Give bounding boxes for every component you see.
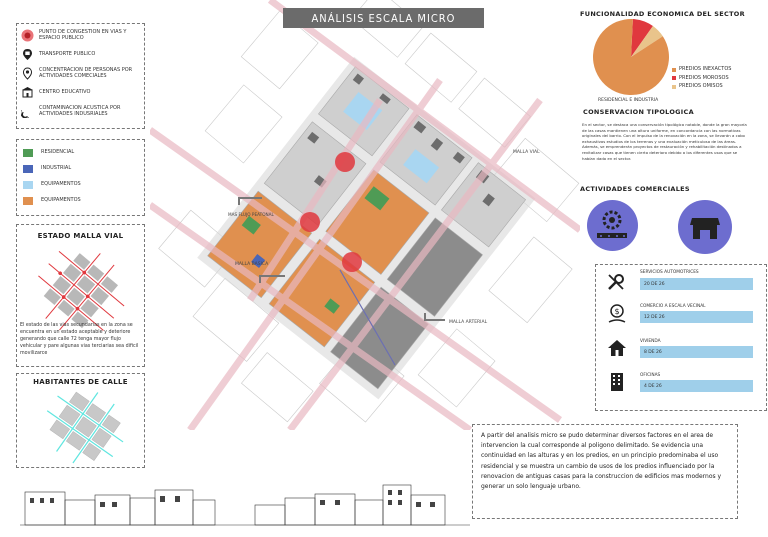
malla-vial-panel [16, 224, 145, 367]
activity-label: SERVICIOS AUTOMOTRICES [640, 270, 699, 275]
habitantes-map [39, 389, 129, 467]
pie-legend [672, 67, 731, 90]
legend-label: CENTRO EDUCATIVO [39, 88, 91, 95]
legend-people [21, 67, 140, 80]
funcionalidad-title: FUNCIONALIDAD ECONOMICA DEL SECTOR [580, 10, 745, 18]
label-mas-flujo: MAS FLUJO PEATONAL [228, 212, 274, 217]
legend-equipamentos-1 [23, 181, 138, 189]
legend-label: RESIDENCIAL [41, 149, 75, 156]
conclusion-panel [472, 424, 738, 519]
conclusion-text: A partir del analisis micro se pudo determinar diversos factores en el area de intervencion la cual corresponde al poligono delimitado. Se evidencia una continuidad en las alturas y en los predios, en un principio predominaba el uso residencial y se muestra un cambio de usos de los predios influenciado por la renovacion de antiguas casas para la construccion de edificios mas modernos y generar un solo lenguaje urbano. [481, 432, 722, 491]
people-pin-icon [21, 67, 34, 80]
label-malla-vial: MALLA VIAL [513, 150, 540, 155]
malla-vial-text: El estado de las vias secundarias en la zona se encuentra en un estado aceptable y deteriore generando que calle 72 tenga mayor flujo vehicular y pare algunas vias terciarias sea dificil movilizarce [20, 323, 139, 356]
school-icon [21, 86, 34, 99]
habitantes-title: HABITANTES DE CALLE [33, 378, 128, 386]
pie-subtitle: RESIDENCIAL E INDUSTRIA [598, 98, 659, 103]
activity-value-bar: 20 DE 26 [640, 278, 753, 290]
swatch-equipamentos-1 [23, 181, 33, 189]
industry-icon [587, 200, 638, 251]
conservacion-title: CONSERVACION TIPOLOGICA [583, 108, 694, 116]
office-icon [609, 372, 625, 392]
congestion-icon [21, 29, 34, 42]
page-title: ANÁLISIS ESCALA MICRO [283, 8, 484, 28]
activity-label: OFICINAS [640, 373, 661, 378]
store-icon [678, 200, 732, 254]
label-malla-arterial: MALLA ARTERIAL [449, 320, 488, 325]
legend-school [21, 86, 140, 99]
activity-value-bar: 12 DE 26 [640, 311, 753, 323]
street-elevation [20, 470, 470, 527]
legend-industrial [23, 165, 138, 173]
legend-label: EQUIPAMENTOS [41, 197, 81, 204]
legend-congestion [21, 29, 140, 42]
pie-legend-label: PREDIOS INEXACTOS [679, 66, 732, 72]
tools-icon [606, 272, 626, 292]
habitantes-panel [16, 373, 145, 468]
pie-chart [591, 17, 671, 97]
legend-label: PUNTO DE CONGESTION EN VIAS Y ESPACIO PUBLICO [39, 29, 127, 41]
pie-swatch [672, 85, 676, 89]
legend-label: TRANSPORTE PUBLICO [39, 50, 96, 57]
swatch-residencial [23, 149, 33, 157]
legend-equipamentos-2 [23, 197, 138, 205]
legend-transport [21, 48, 140, 61]
house-icon [607, 339, 627, 357]
legend-noise [21, 105, 140, 118]
malla-vial-title: ESTADO MALLA VIAL [37, 232, 124, 240]
pie-legend-item [672, 67, 731, 73]
activity-label: COMERCIO A ESCALA VECINAL [640, 304, 706, 309]
urban-map [150, 0, 580, 430]
legend-label: INDUSTRIAL [41, 165, 72, 172]
swatch-equipamentos-2 [23, 197, 33, 205]
color-legend [16, 139, 145, 216]
conservacion-text: En el sector, se destaca una conservación tipológica notable, donde la gran mayoría de las casas mantienen una altura uniforme, en concordancia con las normativas originales del barrio. Con el impulso de la renovación en la zona, se llevarán a cabo exhaustivos estudios de los terrenos y una evaluación meticulosa de las áreas. Además, se emprenderán proyectos de restauración y rehabilitación destinados a revitalizar casas que tienen cierto deterioro debido a los diferentes usos que se habían dado en el sector. [582, 122, 747, 161]
pie-swatch [672, 76, 676, 80]
pie-swatch [672, 68, 676, 72]
transport-icon [21, 48, 34, 61]
legend-label: CONCENTRACION DE PERSONAS POR ACTIVIDADES COMECIALES [39, 67, 133, 79]
legend-label: EQUIPAMENTOS [41, 181, 81, 188]
activity-value-bar: 4 DE 26 [640, 380, 753, 392]
money-icon [607, 304, 627, 326]
swatch-industrial [23, 165, 33, 173]
legend-label: CONTAMINACION ACUSTICA POR ACTIVIDADES INDUSRIALES [39, 105, 121, 117]
noise-icon [21, 105, 34, 118]
actividades-title: ACTIVIDADES COMERCIALES [580, 185, 690, 193]
svg-text:$: $ [614, 307, 620, 316]
pie-legend-item [672, 76, 731, 82]
pie-legend-item [672, 84, 731, 90]
label-malla-basica: MALLA BASICA [235, 262, 269, 267]
activity-label: VIVIENDA [640, 339, 661, 344]
pie-legend-label: PREDIOS MOROSOS [679, 74, 729, 81]
activity-value-bar: 8 DE 26 [640, 346, 753, 358]
icon-legend [16, 23, 145, 129]
legend-residencial [23, 149, 138, 157]
pie-legend-label: PREDIOS OMISOS [679, 83, 723, 89]
